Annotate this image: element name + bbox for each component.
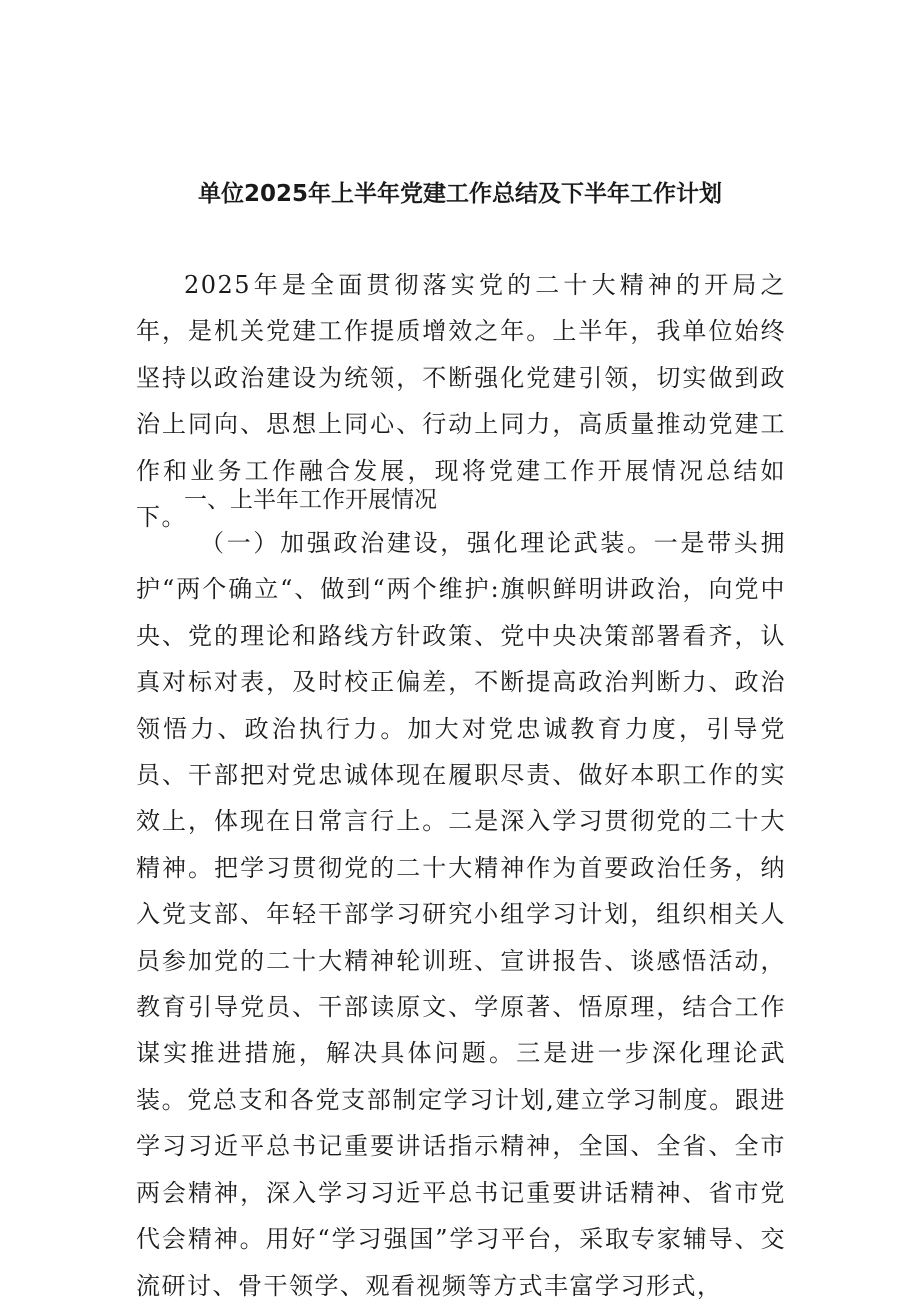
intro-paragraph: 2025年是全面贯彻落实党的二十大精神的开局之年，是机关党建工作提质增效之年。上半年，我单位始终坚持以政治建设为统领，不断强化党建引领，切实做到政治上同向、思想上同心、行动上同力，高质量推动党建工作和业务工作融合发展，现将党建工作开展情况总结如下。 (136, 271, 786, 532)
document-title: 单位2025年上半年党建工作总结及下半年工作计划 (197, 181, 722, 207)
section-1-paragraph: （一）加强政治建设，强化理论武装。一是带头拥护“两个确立“、做到“两个维护:旗帜鲜明讲政治，向党中央、党的理论和路线方针政策、党中央决策部署看齐，认真对标对表，及时校正偏差，不断提高政治判断力、政治领悟力、政治执行力。加大对党忠诚教育力度，引导党员、干部把对党忠诚体现在履职尽责、做好本职工作的实效上，体现在日常言行上。二是深入学习贯彻党的二十大精神。把学习贯彻党的二十大精神作为首要政治任务，纳入党支部、年轻干部学习研究小组学习计划，组织相关人员参加党的二十大精神轮训班、宣讲报告、谈感悟活动，教育引导党员、干部读原文、学原著、悟原理，结合工作谋实推进措施，解决具体问题。三是进一步深化理论武装。党总支和各党支部制定学习计划,建立学习制度。跟进学习习近平总书记重要讲话指示精神，全国、全省、全市两会精神，深入学习习近平总书记重要讲话精神、省市党代会精神。用好“学习强国”学习平台，采取专家辅导、交流研讨、骨干领学、观看视频等方式丰富学习形式， (136, 529, 786, 1300)
section-heading-1: 一、上半年工作开展情况 (184, 487, 437, 513)
